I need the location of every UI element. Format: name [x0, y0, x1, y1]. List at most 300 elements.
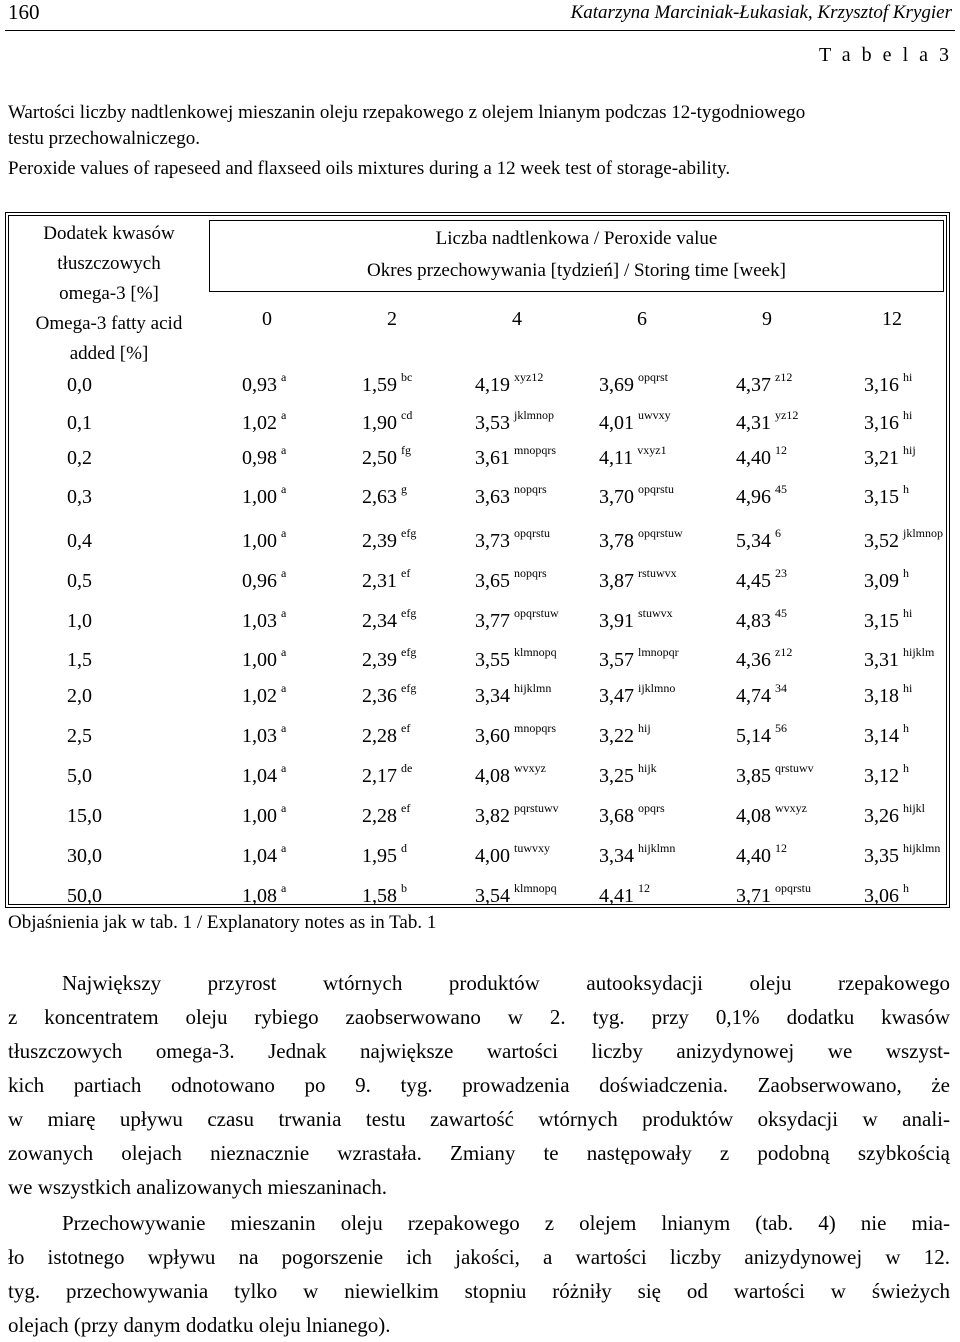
- peroxide-value: 3,18: [864, 685, 899, 707]
- peroxide-value: 3,16: [864, 374, 899, 396]
- cell-peroxide-value: [864, 841, 941, 868]
- peroxide-value: 3,60: [475, 725, 510, 747]
- peroxide-value: 2,39: [362, 649, 397, 671]
- peroxide-value: 4,08: [736, 805, 771, 827]
- significance-letters: a: [281, 606, 287, 620]
- peroxide-value: 2,28: [362, 805, 397, 827]
- significance-letters: opqrst: [638, 370, 668, 384]
- significance-letters: opqrstu: [638, 482, 674, 496]
- significance-letters: 12: [775, 443, 787, 457]
- cell-peroxide-value: [475, 482, 547, 509]
- significance-letters: bc: [401, 370, 413, 384]
- cell-peroxide-value: [864, 566, 909, 593]
- peroxide-value: 1,08: [242, 885, 277, 907]
- significance-letters: efg: [401, 606, 417, 620]
- significance-letters: g: [401, 482, 407, 496]
- cell-omega3-added: 0,1: [67, 412, 92, 434]
- peroxide-value: 3,12: [864, 765, 899, 787]
- peroxide-value: 3,85: [736, 765, 771, 787]
- significance-letters: h: [903, 566, 909, 580]
- cell-peroxide-value: [736, 370, 793, 397]
- cell-peroxide-value: [242, 881, 287, 908]
- significance-letters: ef: [401, 721, 411, 735]
- table-row: [9, 835, 946, 871]
- significance-letters: a: [281, 526, 287, 540]
- column-header-line: tłuszczowych: [57, 253, 161, 274]
- peroxide-value: 1,03: [242, 725, 277, 747]
- cell-peroxide-value: [599, 645, 679, 672]
- table-row: [9, 875, 946, 911]
- paragraph-line: kich partiach odnotowano po 9. tyg. prowadzenia doświadczenia. Zaobserwowano, że: [8, 1073, 950, 1097]
- significance-letters: efg: [401, 681, 417, 695]
- table-row: [9, 402, 946, 438]
- cell-peroxide-value: [864, 408, 913, 435]
- paragraph-line: z koncentratem oleju rybiego zaobserwowano w 2. tyg. przy 0,1% dodatku kwasów: [8, 1005, 950, 1029]
- peroxide-value: 4,08: [475, 765, 510, 787]
- significance-letters: b: [401, 881, 407, 895]
- peroxide-value: 3,35: [864, 845, 899, 867]
- table-caption-pl-line-2: testu przechowalniczego.: [8, 128, 201, 149]
- cell-peroxide-value: [242, 526, 287, 553]
- peroxide-value-table: [5, 212, 950, 908]
- peroxide-value: 3,14: [864, 725, 899, 747]
- significance-letters: h: [903, 761, 909, 775]
- cell-peroxide-value: [475, 721, 556, 748]
- cell-peroxide-value: [599, 370, 668, 397]
- peroxide-value: 3,65: [475, 570, 510, 592]
- peroxide-value: 3,82: [475, 805, 510, 827]
- cell-omega3-added: 50,0: [67, 885, 102, 907]
- group-header-storing-time: Okres przechowywania [tydzień] / Storing time [week]: [367, 260, 786, 281]
- significance-letters: hi: [903, 370, 913, 384]
- peroxide-value: 0,98: [242, 447, 277, 469]
- significance-letters: a: [281, 566, 287, 580]
- cell-peroxide-value: [362, 681, 417, 708]
- peroxide-value: 4,37: [736, 374, 771, 396]
- peroxide-value: 1,90: [362, 412, 397, 434]
- significance-letters: lmnopqr: [638, 645, 679, 659]
- significance-letters: cd: [401, 408, 413, 422]
- table-row: [9, 560, 946, 596]
- column-header-line: added [%]: [69, 343, 149, 364]
- cell-peroxide-value: [736, 841, 787, 868]
- cell-omega3-added: 0,0: [67, 374, 92, 396]
- significance-letters: d: [401, 841, 407, 855]
- significance-letters: mnopqrs: [514, 443, 556, 457]
- significance-letters: a: [281, 408, 287, 422]
- peroxide-value: 1,02: [242, 685, 277, 707]
- table-row: [9, 639, 946, 675]
- table-label: T a b e l a 3: [818, 44, 952, 66]
- cell-peroxide-value: [864, 370, 913, 397]
- significance-letters: 56: [775, 721, 787, 735]
- peroxide-value: 4,74: [736, 685, 771, 707]
- peroxide-value: 1,95: [362, 845, 397, 867]
- significance-letters: a: [281, 482, 287, 496]
- significance-letters: nopqrs: [514, 482, 547, 496]
- paragraph-line: w miarę upływu czasu trwania testu zawartość wtórnych produktów oksydacji w anali-: [8, 1107, 950, 1131]
- peroxide-value: 3,25: [599, 765, 634, 787]
- peroxide-value: 4,40: [736, 447, 771, 469]
- significance-letters: opqrstuw: [514, 606, 559, 620]
- table-caption-en: Peroxide values of rapeseed and flaxseed oils mixtures during a 12 week test of storage-ability.: [8, 158, 731, 179]
- peroxide-value: 3,73: [475, 530, 510, 552]
- cell-peroxide-value: [475, 881, 557, 908]
- peroxide-value: 5,14: [736, 725, 771, 747]
- peroxide-value: 3,15: [864, 486, 899, 508]
- column-header-omega3-added: [9, 216, 209, 366]
- page-number: 160: [8, 0, 40, 24]
- cell-peroxide-value: [475, 841, 550, 868]
- significance-letters: ijklmno: [638, 681, 676, 695]
- body-paragraph-1: [8, 966, 950, 1204]
- cell-peroxide-value: [242, 681, 287, 708]
- cell-peroxide-value: [864, 881, 909, 908]
- paragraph-line: Największy przyrost wtórnych produktów autooksydacji oleju rzepakowego: [62, 971, 950, 995]
- peroxide-value: 5,34: [736, 530, 771, 552]
- significance-letters: 45: [775, 606, 787, 620]
- significance-letters: mnopqrs: [514, 721, 556, 735]
- week-header: 0: [262, 308, 272, 330]
- peroxide-value: 0,93: [242, 374, 277, 396]
- cell-omega3-added: 2,0: [67, 685, 92, 707]
- cell-peroxide-value: [475, 801, 559, 828]
- table-row: [9, 520, 946, 556]
- cell-peroxide-value: [599, 841, 676, 868]
- peroxide-value: 4,00: [475, 845, 510, 867]
- cell-peroxide-value: [864, 681, 913, 708]
- significance-letters: a: [281, 761, 287, 775]
- cell-peroxide-value: [736, 801, 807, 828]
- significance-letters: a: [281, 645, 287, 659]
- cell-peroxide-value: [736, 408, 799, 435]
- significance-letters: ef: [401, 801, 411, 815]
- cell-peroxide-value: [864, 801, 926, 828]
- table-note: Objaśnienia jak w tab. 1 / Explanatory notes as in Tab. 1: [8, 912, 437, 933]
- paragraph-line: Przechowywanie mieszanin oleju rzepakowego z olejem lnianym (tab. 4) nie mia-: [62, 1211, 950, 1235]
- cell-peroxide-value: [736, 606, 787, 633]
- week-header: 9: [762, 308, 772, 330]
- significance-letters: hi: [903, 408, 913, 422]
- cell-omega3-added: 1,5: [67, 649, 92, 671]
- significance-letters: efg: [401, 645, 417, 659]
- peroxide-value: 4,40: [736, 845, 771, 867]
- significance-letters: xyz12: [514, 370, 544, 384]
- significance-letters: hijk: [638, 761, 657, 775]
- cell-omega3-added: 2,5: [67, 725, 92, 747]
- significance-letters: hij: [638, 721, 651, 735]
- significance-letters: z12: [775, 645, 793, 659]
- cell-omega3-added: 1,0: [67, 610, 92, 632]
- cell-peroxide-value: [475, 761, 546, 788]
- cell-omega3-added: 0,5: [67, 570, 92, 592]
- cell-peroxide-value: [362, 566, 411, 593]
- cell-peroxide-value: [362, 881, 407, 908]
- cell-peroxide-value: [475, 606, 559, 633]
- peroxide-value: 3,15: [864, 610, 899, 632]
- significance-letters: opqrstuw: [638, 526, 683, 540]
- peroxide-value: 2,34: [362, 610, 397, 632]
- cell-peroxide-value: [242, 606, 287, 633]
- paragraph-line: zowanych olejach nieznacznie wzrastała. Zmiany te następowały z podobną szybkością: [8, 1141, 950, 1165]
- cell-peroxide-value: [599, 681, 676, 708]
- significance-letters: hi: [903, 681, 913, 695]
- significance-letters: hijklm: [903, 645, 935, 659]
- peroxide-value: 3,70: [599, 486, 634, 508]
- significance-letters: qrstuwv: [775, 761, 814, 775]
- significance-letters: wvxyz: [514, 761, 546, 775]
- significance-letters: h: [903, 482, 909, 496]
- cell-omega3-added: 0,3: [67, 486, 92, 508]
- significance-letters: jklmnop: [903, 526, 944, 540]
- cell-peroxide-value: [599, 526, 683, 553]
- running-head-authors: Katarzyna Marciniak-Łukasiak, Krzysztof Krygier: [570, 2, 952, 23]
- peroxide-value: 3,16: [864, 412, 899, 434]
- significance-letters: klmnopq: [514, 645, 557, 659]
- significance-letters: hijkl: [903, 801, 926, 815]
- peroxide-value: 2,39: [362, 530, 397, 552]
- peroxide-value: 1,00: [242, 530, 277, 552]
- peroxide-value: 4,31: [736, 412, 771, 434]
- peroxide-value: 3,47: [599, 685, 634, 707]
- cell-peroxide-value: [242, 761, 287, 788]
- peroxide-value: 3,61: [475, 447, 510, 469]
- significance-letters: uwvxy: [638, 408, 671, 422]
- column-header-line: Omega-3 fatty acid: [35, 313, 183, 334]
- cell-peroxide-value: [362, 526, 417, 553]
- peroxide-value: 4,11: [599, 447, 634, 469]
- cell-peroxide-value: [362, 370, 413, 397]
- peroxide-value: 3,57: [599, 649, 634, 671]
- peroxide-value: 2,28: [362, 725, 397, 747]
- paragraph-line: tłuszczowych omega-3. Jednak największe wartości liczby anizydynowej we wszyst-: [8, 1039, 950, 1063]
- peroxide-value: 4,41: [599, 885, 634, 907]
- cell-peroxide-value: [242, 482, 287, 509]
- cell-peroxide-value: [599, 721, 651, 748]
- peroxide-value: 2,36: [362, 685, 397, 707]
- significance-letters: wvxyz: [775, 801, 807, 815]
- significance-letters: pqrstuwv: [514, 801, 559, 815]
- cell-peroxide-value: [736, 761, 814, 788]
- peroxide-value: 4,36: [736, 649, 771, 671]
- significance-letters: a: [281, 681, 287, 695]
- cell-peroxide-value: [475, 443, 556, 470]
- significance-letters: h: [903, 721, 909, 735]
- peroxide-value: 3,31: [864, 649, 899, 671]
- cell-peroxide-value: [242, 801, 287, 828]
- peroxide-value: 4,96: [736, 486, 771, 508]
- significance-letters: a: [281, 443, 287, 457]
- peroxide-value: 3,21: [864, 447, 899, 469]
- significance-letters: de: [401, 761, 413, 775]
- peroxide-value: 3,09: [864, 570, 899, 592]
- week-header: 6: [637, 308, 647, 330]
- significance-letters: opqrstu: [775, 881, 811, 895]
- significance-letters: a: [281, 881, 287, 895]
- group-header-peroxide-value: Liczba nadtlenkowa / Peroxide value: [435, 228, 718, 249]
- cell-peroxide-value: [475, 681, 552, 708]
- cell-peroxide-value: [362, 408, 413, 435]
- cell-omega3-added: 0,2: [67, 447, 92, 469]
- cell-peroxide-value: [242, 408, 287, 435]
- cell-peroxide-value: [736, 681, 787, 708]
- cell-peroxide-value: [475, 566, 547, 593]
- significance-letters: hijklmn: [514, 681, 552, 695]
- peroxide-value: 1,58: [362, 885, 397, 907]
- paragraph-line: olejach (przy danym dodatku oleju lnianego).: [8, 1313, 391, 1337]
- cell-peroxide-value: [362, 443, 411, 470]
- body-paragraph-2: [8, 1206, 950, 1342]
- cell-peroxide-value: [242, 566, 287, 593]
- significance-letters: hijklmn: [638, 841, 676, 855]
- peroxide-value: 1,04: [242, 765, 277, 787]
- cell-peroxide-value: [362, 801, 411, 828]
- peroxide-value: 3,53: [475, 412, 510, 434]
- cell-peroxide-value: [599, 482, 674, 509]
- significance-letters: z12: [775, 370, 793, 384]
- peroxide-value: 3,26: [864, 805, 899, 827]
- significance-letters: efg: [401, 526, 417, 540]
- cell-peroxide-value: [599, 408, 671, 435]
- cell-peroxide-value: [736, 566, 787, 593]
- peroxide-value: 1,02: [242, 412, 277, 434]
- cell-omega3-added: 15,0: [67, 805, 102, 827]
- peroxide-value: 3,77: [475, 610, 510, 632]
- table-row: [9, 795, 946, 831]
- cell-peroxide-value: [475, 370, 544, 397]
- peroxide-value: 4,83: [736, 610, 771, 632]
- significance-letters: yz12: [775, 408, 799, 422]
- cell-peroxide-value: [475, 526, 550, 553]
- week-header: 4: [512, 308, 522, 330]
- table-row: [9, 437, 946, 473]
- cell-peroxide-value: [362, 482, 407, 509]
- cell-peroxide-value: [242, 721, 287, 748]
- peroxide-value: 0,96: [242, 570, 277, 592]
- significance-letters: hi: [903, 606, 913, 620]
- cell-peroxide-value: [362, 606, 417, 633]
- peroxide-value: 1,04: [242, 845, 277, 867]
- table-caption-pl-line-1: Wartości liczby nadtlenkowej mieszanin oleju rzepakowego z olejem lnianym podczas 12-tygodniowego: [8, 102, 806, 123]
- significance-letters: h: [903, 881, 909, 895]
- cell-peroxide-value: [864, 645, 935, 672]
- significance-letters: 12: [775, 841, 787, 855]
- peroxide-value: 2,63: [362, 486, 397, 508]
- cell-peroxide-value: [736, 721, 787, 748]
- significance-letters: a: [281, 801, 287, 815]
- cell-peroxide-value: [864, 761, 909, 788]
- cell-peroxide-value: [242, 370, 287, 397]
- peroxide-value: 3,68: [599, 805, 634, 827]
- cell-peroxide-value: [242, 645, 287, 672]
- table-row: [9, 476, 946, 512]
- column-header-line: omega-3 [%]: [59, 283, 159, 304]
- significance-letters: 6: [775, 526, 781, 540]
- peroxide-value: 3,34: [475, 685, 510, 707]
- cell-peroxide-value: [599, 606, 673, 633]
- cell-peroxide-value: [864, 721, 909, 748]
- cell-peroxide-value: [599, 566, 677, 593]
- group-header-box: [209, 220, 944, 292]
- peroxide-value: 3,54: [475, 885, 510, 907]
- significance-letters: hij: [903, 443, 916, 457]
- peroxide-value: 3,78: [599, 530, 634, 552]
- cell-peroxide-value: [736, 443, 787, 470]
- peroxide-value: 1,00: [242, 805, 277, 827]
- significance-letters: opqrs: [638, 801, 665, 815]
- cell-omega3-added: 0,4: [67, 530, 92, 552]
- significance-letters: fg: [401, 443, 411, 457]
- peroxide-value: 4,01: [599, 412, 634, 434]
- peroxide-value: 3,22: [599, 725, 634, 747]
- significance-letters: stuwvx: [638, 606, 673, 620]
- peroxide-value: 4,19: [475, 374, 510, 396]
- peroxide-value: 4,45: [736, 570, 771, 592]
- paragraph-line: tyg. przechowywania tylko w niewielkim stopniu różniły się od wartości w świeżych: [8, 1279, 950, 1303]
- peroxide-value: 3,55: [475, 649, 510, 671]
- cell-peroxide-value: [599, 881, 650, 908]
- significance-letters: nopqrs: [514, 566, 547, 580]
- cell-peroxide-value: [864, 443, 916, 470]
- significance-letters: vxyz1: [637, 443, 667, 457]
- cell-omega3-added: 5,0: [67, 765, 92, 787]
- peroxide-value: 1,00: [242, 649, 277, 671]
- paragraph-line: ło istotnego wpływu na pogorszenie ich jakości, a wartości liczby anizydynowej w 12.: [8, 1245, 950, 1269]
- significance-letters: a: [281, 841, 287, 855]
- significance-letters: a: [281, 721, 287, 735]
- cell-peroxide-value: [242, 841, 287, 868]
- cell-omega3-added: 30,0: [67, 845, 102, 867]
- cell-peroxide-value: [599, 761, 657, 788]
- significance-letters: ef: [401, 566, 411, 580]
- peroxide-value: 3,69: [599, 374, 634, 396]
- significance-letters: 12: [638, 881, 650, 895]
- cell-peroxide-value: [864, 606, 913, 633]
- cell-peroxide-value: [736, 482, 787, 509]
- peroxide-value: 2,50: [362, 447, 397, 469]
- table-row: [9, 364, 946, 400]
- paragraph-line: we wszystkich analizowanych mieszaninach.: [8, 1175, 388, 1199]
- cell-peroxide-value: [864, 482, 909, 509]
- cell-peroxide-value: [736, 526, 781, 553]
- cell-peroxide-value: [362, 761, 413, 788]
- table-row: [9, 600, 946, 636]
- cell-peroxide-value: [475, 645, 557, 672]
- peroxide-value: 3,91: [599, 610, 634, 632]
- week-header: 12: [882, 308, 902, 330]
- peroxide-value: 2,17: [362, 765, 397, 787]
- cell-peroxide-value: [599, 801, 665, 828]
- significance-letters: tuwvxy: [514, 841, 550, 855]
- peroxide-value: 3,71: [736, 885, 771, 907]
- peroxide-value: 3,34: [599, 845, 634, 867]
- cell-peroxide-value: [362, 645, 417, 672]
- header-rule: [5, 30, 955, 31]
- cell-peroxide-value: [362, 721, 411, 748]
- table-row: [9, 675, 946, 711]
- cell-peroxide-value: [864, 526, 944, 553]
- peroxide-value: 3,87: [599, 570, 634, 592]
- significance-letters: opqrstu: [514, 526, 550, 540]
- cell-peroxide-value: [475, 408, 555, 435]
- cell-peroxide-value: [736, 881, 811, 908]
- table-row: [9, 755, 946, 791]
- significance-letters: jklmnop: [514, 408, 555, 422]
- week-header: 2: [387, 308, 397, 330]
- significance-letters: 34: [775, 681, 787, 695]
- table-row: [9, 715, 946, 751]
- significance-letters: hijklmn: [903, 841, 941, 855]
